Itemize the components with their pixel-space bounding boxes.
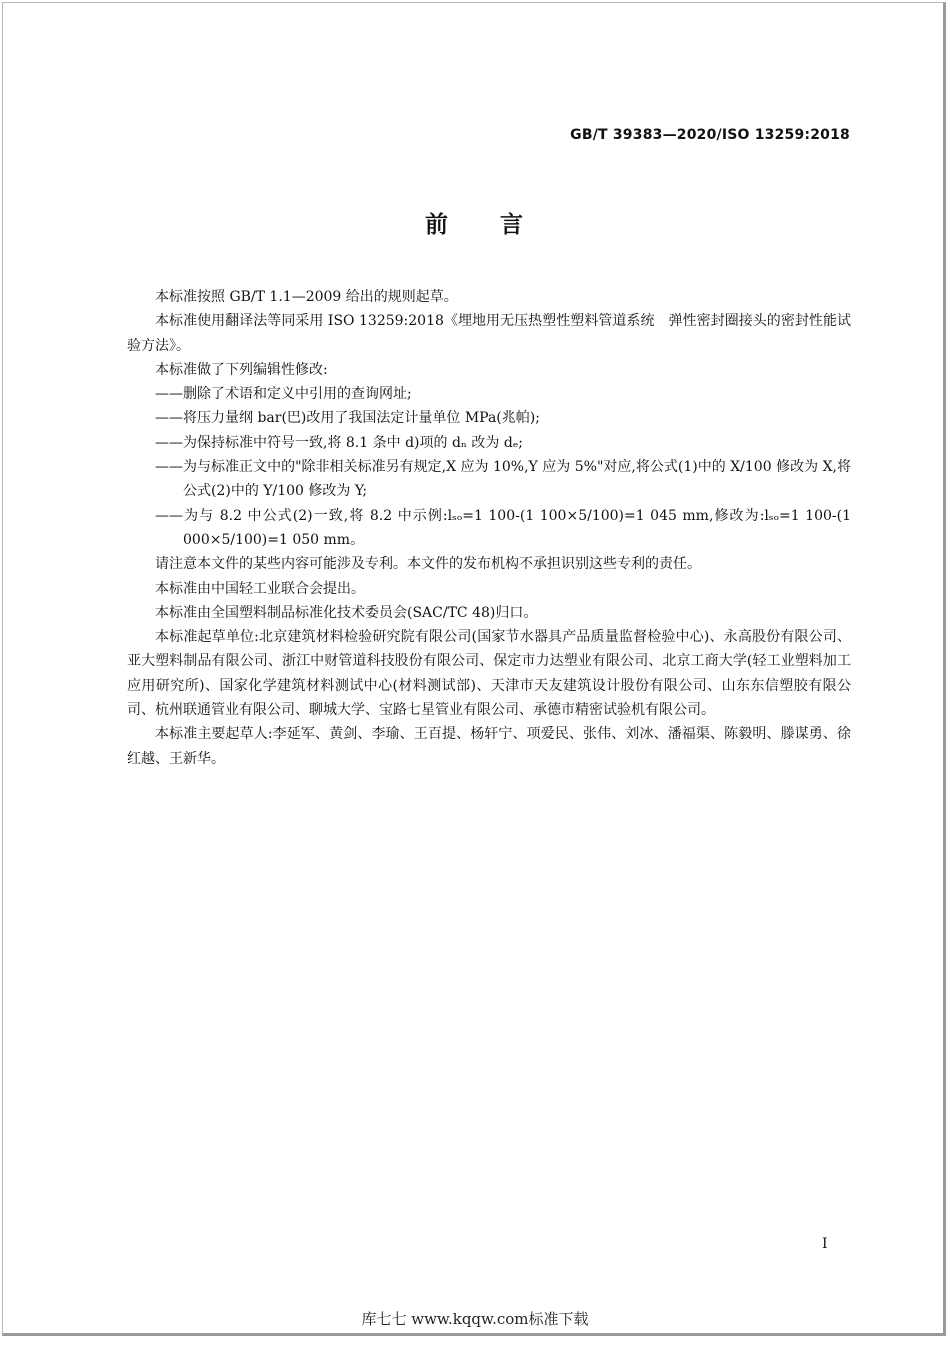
page-title <box>0 206 950 239</box>
paragraph: 请注意本文件的某些内容可能涉及专利。本文件的发布机构不承担识别这些专利的责任。 <box>155 556 701 573</box>
title-part-2: 言 <box>500 212 525 238</box>
title-part-1: 前 <box>425 212 450 238</box>
paragraph: 本标准按照 GB/T 1.1—2009 给出的规则起草。 <box>155 289 458 305</box>
paragraph: 本标准由全国塑料制品标准化技术委员会(SAC/TC 48)归口。 <box>155 604 538 621</box>
foreword-body <box>127 285 851 771</box>
list-item: ——将压力量纲 bar(巴)改用了我国法定计量单位 MPa(兆帕); <box>155 410 540 427</box>
list-item: ——为保持标准中符号一致,将 8.1 条中 d)项的 dₙ 改为 dₑ; <box>155 434 523 451</box>
list-item: ——为与 8.2 中公式(2)一致,将 8.2 中示例:lₛₒ=1 100-(1 100×5/100)=1 045 mm,修改为:lₛₒ=1 100-(1 000×5/100)=1 050 mm。 <box>155 507 851 548</box>
paragraph: 本标准做了下列编辑性修改: <box>155 361 328 378</box>
list-item: ——删除了术语和定义中引用的查询网址; <box>155 386 412 403</box>
paragraph: 本标准起草单位:北京建筑材料检验研究院有限公司(国家节水器具产品质量监督检验中心)、永高股份有限公司、亚大塑料制品有限公司、浙江中财管道科技股份有限公司、保定市力达塑业有限公司、北京工商大学(轻工业塑料加工应用研究所)、国家化学建筑材料测试中心(材料测试部)、天津市天友建筑设计股份有限公司、山东东信塑胶有限公司、杭州联通管业有限公司、聊城大学、宝路七星管业有限公司、承德市精密试验机有限公司。 <box>127 629 851 719</box>
standard-code: GB/T 39383—2020/ISO 13259:2018 <box>570 127 850 143</box>
paragraph: 本标准主要起草人:李延军、黄剑、李瑜、王百提、杨轩宁、项爱民、张伟、刘冰、潘福渠、陈毅明、滕谋勇、徐红越、王新华。 <box>127 726 851 767</box>
page-number: I <box>822 1236 828 1252</box>
list-item: ——为与标准正文中的"除非相关标准另有规定,X 应为 10%,Y 应为 5%"对应,将公式(1)中的 X/100 修改为 X,将公式(2)中的 Y/100 修改为 Y; <box>155 459 851 500</box>
paragraph: 本标准使用翻译法等同采用 ISO 13259:2018《埋地用无压热塑性塑料管道系统 弹性密封圈接头的密封性能试验方法》。 <box>127 313 851 354</box>
footer-watermark: 库七七 www.kqqw.com标准下载 <box>361 1310 589 1328</box>
paragraph: 本标准由中国轻工业联合会提出。 <box>155 580 365 597</box>
